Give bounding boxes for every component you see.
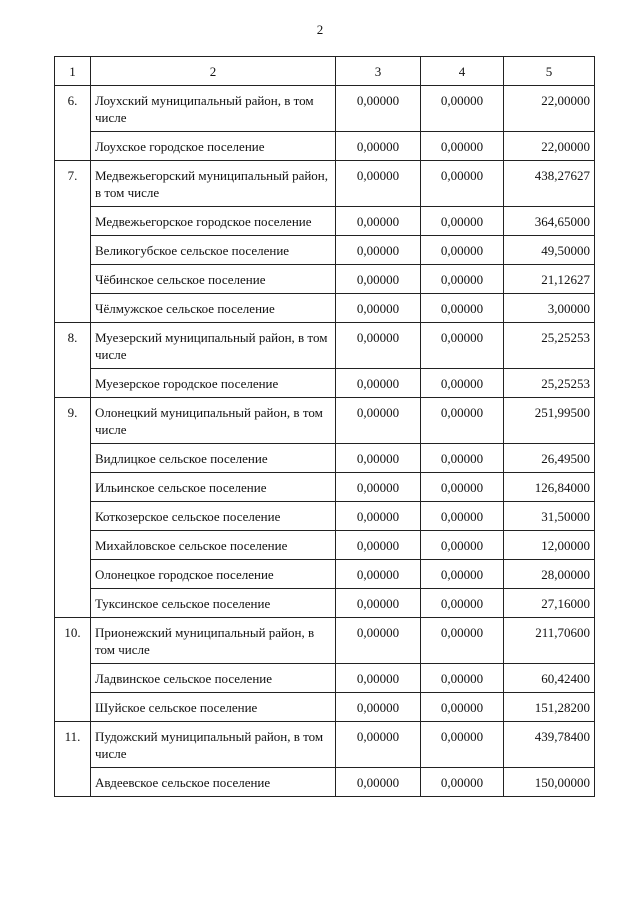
header-cell-4: 4 <box>421 57 504 86</box>
row-number-cell: 8. <box>55 323 91 398</box>
table-body <box>55 86 595 797</box>
value-cell-5: 126,84000 <box>504 473 595 502</box>
value-cell-4: 0,00000 <box>421 531 504 560</box>
value-cell-4: 0,00000 <box>421 132 504 161</box>
row-number-cell: 9. <box>55 398 91 618</box>
value-cell-4: 0,00000 <box>421 86 504 132</box>
name-cell: Пудожский муниципальный район, в том числе <box>91 722 336 768</box>
table-row-settlement <box>55 531 595 560</box>
value-cell-4: 0,00000 <box>421 265 504 294</box>
table-row-district <box>55 161 595 207</box>
value-cell-5: 27,16000 <box>504 589 595 618</box>
table-row-district <box>55 323 595 369</box>
name-cell: Великогубское сельское поселение <box>91 236 336 265</box>
table-row-settlement <box>55 294 595 323</box>
value-cell-4: 0,00000 <box>421 236 504 265</box>
value-cell-5: 26,49500 <box>504 444 595 473</box>
value-cell-5: 12,00000 <box>504 531 595 560</box>
value-cell-3: 0,00000 <box>336 473 421 502</box>
table-header <box>55 57 595 86</box>
value-cell-5: 49,50000 <box>504 236 595 265</box>
value-cell-5: 21,12627 <box>504 265 595 294</box>
value-cell-4: 0,00000 <box>421 294 504 323</box>
name-cell: Лоухское городское поселение <box>91 132 336 161</box>
row-number-cell: 10. <box>55 618 91 722</box>
value-cell-5: 211,70600 <box>504 618 595 664</box>
name-cell: Авдеевское сельское поселение <box>91 768 336 797</box>
value-cell-4: 0,00000 <box>421 618 504 664</box>
value-cell-3: 0,00000 <box>336 531 421 560</box>
value-cell-4: 0,00000 <box>421 589 504 618</box>
value-cell-4: 0,00000 <box>421 560 504 589</box>
value-cell-4: 0,00000 <box>421 207 504 236</box>
value-cell-5: 22,00000 <box>504 132 595 161</box>
value-cell-5: 438,27627 <box>504 161 595 207</box>
table-row-settlement <box>55 132 595 161</box>
name-cell: Муезерское городское поселение <box>91 369 336 398</box>
value-cell-3: 0,00000 <box>336 161 421 207</box>
header-cell-2: 2 <box>91 57 336 86</box>
name-cell: Чёбинское сельское поселение <box>91 265 336 294</box>
value-cell-5: 25,25253 <box>504 369 595 398</box>
table-row-settlement <box>55 369 595 398</box>
value-cell-4: 0,00000 <box>421 161 504 207</box>
table-row-district <box>55 398 595 444</box>
value-cell-3: 0,00000 <box>336 502 421 531</box>
table-row-settlement <box>55 265 595 294</box>
name-cell: Ладвинское сельское поселение <box>91 664 336 693</box>
name-cell: Туксинское сельское поселение <box>91 589 336 618</box>
header-cell-1: 1 <box>55 57 91 86</box>
table-row-district <box>55 618 595 664</box>
name-cell: Видлицкое сельское поселение <box>91 444 336 473</box>
value-cell-4: 0,00000 <box>421 502 504 531</box>
name-cell: Медвежьегорское городское поселение <box>91 207 336 236</box>
name-cell: Медвежьегорский муниципальный район, в том числе <box>91 161 336 207</box>
value-cell-3: 0,00000 <box>336 560 421 589</box>
value-cell-5: 364,65000 <box>504 207 595 236</box>
row-number-cell: 7. <box>55 161 91 323</box>
budget-table <box>54 56 595 797</box>
name-cell: Лоухский муниципальный район, в том числе <box>91 86 336 132</box>
name-cell: Олонецкое городское поселение <box>91 560 336 589</box>
value-cell-4: 0,00000 <box>421 768 504 797</box>
value-cell-3: 0,00000 <box>336 323 421 369</box>
value-cell-5: 25,25253 <box>504 323 595 369</box>
header-cell-5: 5 <box>504 57 595 86</box>
value-cell-5: 28,00000 <box>504 560 595 589</box>
value-cell-4: 0,00000 <box>421 664 504 693</box>
value-cell-3: 0,00000 <box>336 132 421 161</box>
value-cell-4: 0,00000 <box>421 473 504 502</box>
row-number-cell: 11. <box>55 722 91 797</box>
value-cell-5: 31,50000 <box>504 502 595 531</box>
value-cell-3: 0,00000 <box>336 236 421 265</box>
value-cell-4: 0,00000 <box>421 444 504 473</box>
value-cell-5: 151,28200 <box>504 693 595 722</box>
value-cell-4: 0,00000 <box>421 369 504 398</box>
value-cell-5: 439,78400 <box>504 722 595 768</box>
value-cell-3: 0,00000 <box>336 369 421 398</box>
value-cell-3: 0,00000 <box>336 664 421 693</box>
table-row-settlement <box>55 560 595 589</box>
table-row-settlement <box>55 664 595 693</box>
name-cell: Коткозерское сельское поселение <box>91 502 336 531</box>
value-cell-5: 251,99500 <box>504 398 595 444</box>
value-cell-4: 0,00000 <box>421 398 504 444</box>
header-cell-3: 3 <box>336 57 421 86</box>
value-cell-3: 0,00000 <box>336 722 421 768</box>
table-row-settlement <box>55 768 595 797</box>
value-cell-5: 150,00000 <box>504 768 595 797</box>
value-cell-3: 0,00000 <box>336 768 421 797</box>
table-row-settlement <box>55 207 595 236</box>
value-cell-3: 0,00000 <box>336 86 421 132</box>
table-row-settlement <box>55 444 595 473</box>
value-cell-5: 60,42400 <box>504 664 595 693</box>
value-cell-3: 0,00000 <box>336 618 421 664</box>
value-cell-3: 0,00000 <box>336 398 421 444</box>
row-number-cell: 6. <box>55 86 91 161</box>
page-number: 2 <box>316 22 324 37</box>
table-row-district <box>55 722 595 768</box>
table-row-settlement <box>55 589 595 618</box>
value-cell-5: 3,00000 <box>504 294 595 323</box>
value-cell-3: 0,00000 <box>336 207 421 236</box>
value-cell-4: 0,00000 <box>421 693 504 722</box>
name-cell: Олонецкий муниципальный район, в том числе <box>91 398 336 444</box>
value-cell-3: 0,00000 <box>336 265 421 294</box>
header-row <box>55 57 595 86</box>
name-cell: Шуйское сельское поселение <box>91 693 336 722</box>
table-row-district <box>55 86 595 132</box>
value-cell-3: 0,00000 <box>336 693 421 722</box>
value-cell-3: 0,00000 <box>336 294 421 323</box>
value-cell-3: 0,00000 <box>336 589 421 618</box>
value-cell-4: 0,00000 <box>421 722 504 768</box>
table-row-settlement <box>55 236 595 265</box>
value-cell-5: 22,00000 <box>504 86 595 132</box>
value-cell-4: 0,00000 <box>421 323 504 369</box>
name-cell: Муезерский муниципальный район, в том числе <box>91 323 336 369</box>
table-row-settlement <box>55 473 595 502</box>
name-cell: Прионежский муниципальный район, в том числе <box>91 618 336 664</box>
name-cell: Чёлмужское сельское поселение <box>91 294 336 323</box>
value-cell-3: 0,00000 <box>336 444 421 473</box>
name-cell: Михайловское сельское поселение <box>91 531 336 560</box>
table-row-settlement <box>55 502 595 531</box>
name-cell: Ильинское сельское поселение <box>91 473 336 502</box>
table-row-settlement <box>55 693 595 722</box>
